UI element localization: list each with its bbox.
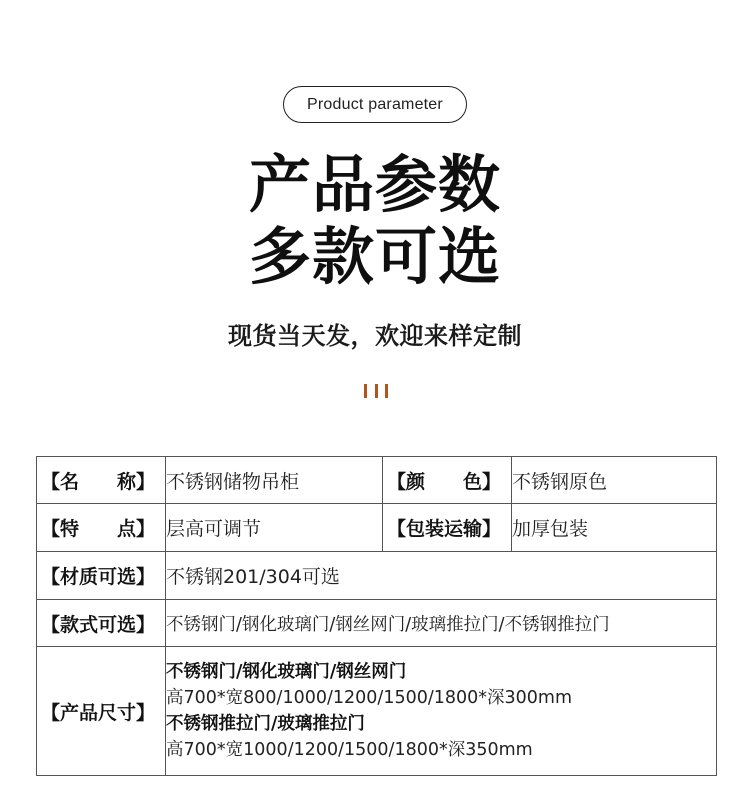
material-value: 不锈钢201/304可选 — [166, 552, 717, 600]
size-label: 【产品尺寸】 — [37, 647, 166, 776]
packaging-value: 加厚包装 — [512, 504, 717, 552]
feature-label-start: 【特 — [41, 518, 80, 540]
style-label: 【款式可选】 — [37, 600, 166, 647]
divider-mark — [375, 384, 378, 398]
product-parameter-text: Product parameter — [307, 95, 443, 113]
product-parameter-tag — [283, 86, 467, 123]
color-label-cell — [383, 457, 512, 504]
divider-marks — [364, 384, 388, 398]
name-value: 不锈钢储物吊柜 — [166, 457, 383, 504]
name-label-start: 【名 — [41, 470, 80, 493]
table-row — [37, 552, 717, 600]
table-row — [37, 647, 717, 776]
style-value: 不锈钢门/钢化玻璃门/钢丝网门/玻璃推拉门/不锈钢推拉门 — [166, 600, 717, 647]
packaging-label: 【包装运输】 — [383, 504, 512, 552]
divider-mark — [385, 384, 388, 398]
spec-table — [36, 456, 717, 776]
size-group1-title: 不锈钢门/钢化玻璃门/钢丝网门 — [166, 662, 407, 682]
material-label: 【材质可选】 — [37, 552, 166, 600]
feature-value: 层高可调节 — [166, 504, 383, 552]
page-title-line1: 产品参数 — [248, 148, 501, 221]
size-group2-dims: 高700*宽1000/1200/1500/1800*深350mm — [166, 740, 533, 760]
table-row — [37, 457, 717, 504]
table-row — [37, 600, 717, 647]
size-group1-dims: 高700*宽800/1000/1200/1500/1800*深300mm — [166, 688, 573, 708]
size-values — [166, 647, 717, 776]
color-label-end: 色】 — [462, 470, 501, 493]
feature-label-end: 点】 — [116, 518, 155, 540]
page-subtitle: 现货当天发，欢迎来样定制 — [228, 322, 522, 350]
color-value: 不锈钢原色 — [512, 457, 717, 504]
divider-mark — [364, 384, 367, 398]
page-title-line2: 多款可选 — [248, 220, 501, 293]
table-row — [37, 504, 717, 552]
size-group2-title: 不锈钢推拉门/玻璃推拉门 — [166, 714, 365, 734]
name-label-end: 称】 — [116, 470, 155, 493]
color-label-start: 【颜 — [387, 470, 426, 493]
feature-label-cell — [37, 504, 166, 552]
name-label-cell — [37, 457, 166, 504]
